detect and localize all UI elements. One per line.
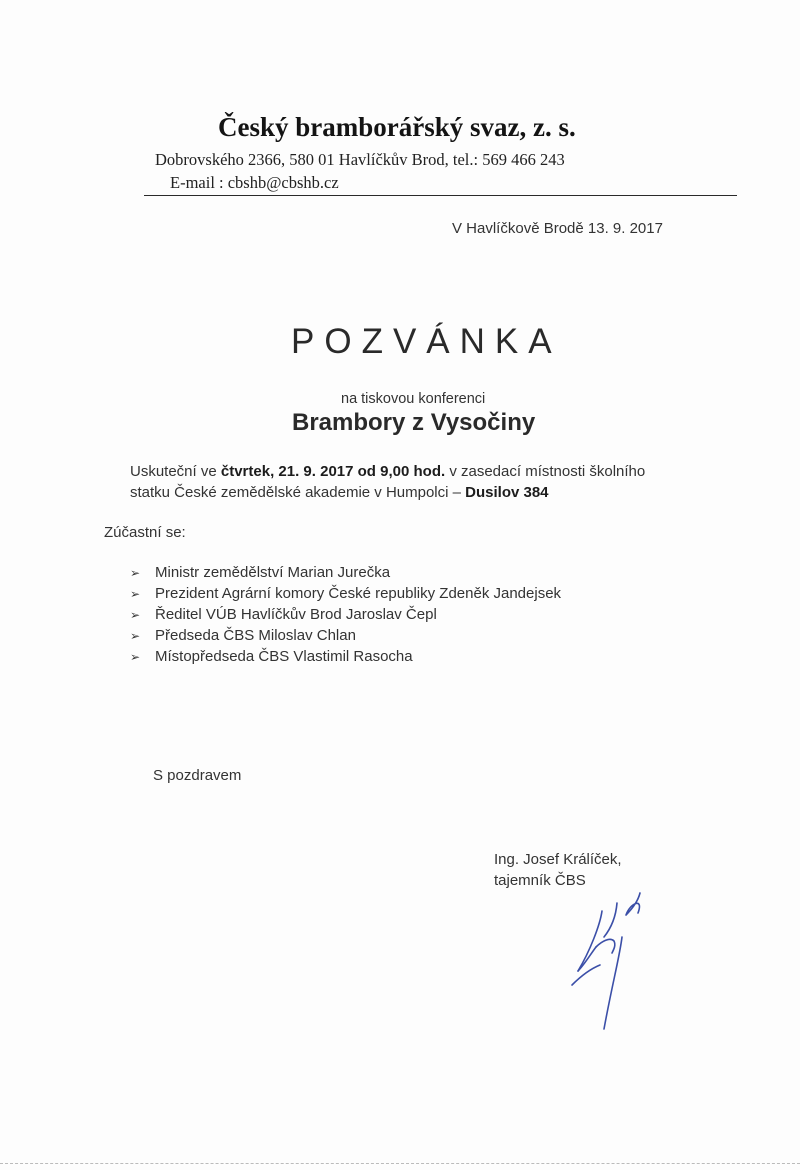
handwritten-signature — [560, 885, 660, 1035]
attendee-name: Místopředseda ČBS Vlastimil Rasocha — [155, 648, 413, 665]
arrow-bullet-icon: ➢ — [130, 566, 141, 580]
list-item — [130, 646, 561, 667]
organization-address: Dobrovského 2366, 580 01 Havlíčkův Brod, tel.: 569 466 243 — [155, 150, 565, 169]
place-and-date: V Havlíčkově Brodě 13. 9. 2017 — [452, 220, 663, 237]
event-address: Dusilov 384 — [465, 484, 549, 501]
closing-greeting: S pozdravem — [153, 767, 242, 784]
list-item — [130, 625, 561, 646]
arrow-bullet-icon: ➢ — [130, 650, 141, 664]
event-details-line-1 — [130, 463, 645, 480]
list-item — [130, 604, 561, 625]
details-text: Uskuteční ve — [130, 463, 221, 480]
signer-role: tajemník ČBS — [494, 872, 586, 889]
scan-bottom-edge — [0, 1163, 800, 1164]
details-text: statku České zemědělské akademie v Humpolci – — [130, 484, 466, 501]
document-title: POZVÁNKA — [291, 322, 562, 361]
event-title: Brambory z Vysočiny — [292, 409, 536, 436]
attendee-name: Předseda ČBS Miloslav Chlan — [155, 627, 356, 644]
event-date-time: čtvrtek, 21. 9. 2017 od 9,00 hod. — [220, 463, 446, 480]
attendees-label: Zúčastní se: — [104, 524, 186, 541]
letterhead-divider — [144, 195, 737, 196]
attendee-name: Prezident Agrární komory České republiky Zdeněk Jandejsek — [155, 585, 562, 602]
event-details-line-2 — [130, 484, 549, 501]
organization-email: E-mail : cbshb@cbshb.cz — [170, 173, 339, 192]
signer-name: Ing. Josef Králíček, — [494, 851, 622, 868]
arrow-bullet-icon: ➢ — [130, 629, 141, 643]
details-text: v zasedací místnosti školního — [445, 463, 646, 480]
attendees-list — [130, 562, 561, 667]
attendee-name: Ředitel VÚB Havlíčkův Brod Jaroslav Čepl — [155, 606, 437, 623]
attendee-name: Ministr zemědělství Marian Jurečka — [155, 564, 391, 581]
organization-name: Český bramborářský svaz, z. s. — [218, 112, 576, 142]
arrow-bullet-icon: ➢ — [130, 608, 141, 622]
list-item — [130, 562, 561, 583]
list-item — [130, 583, 561, 604]
arrow-bullet-icon: ➢ — [130, 587, 141, 601]
document-subtitle: na tiskovou konferenci — [341, 391, 486, 407]
